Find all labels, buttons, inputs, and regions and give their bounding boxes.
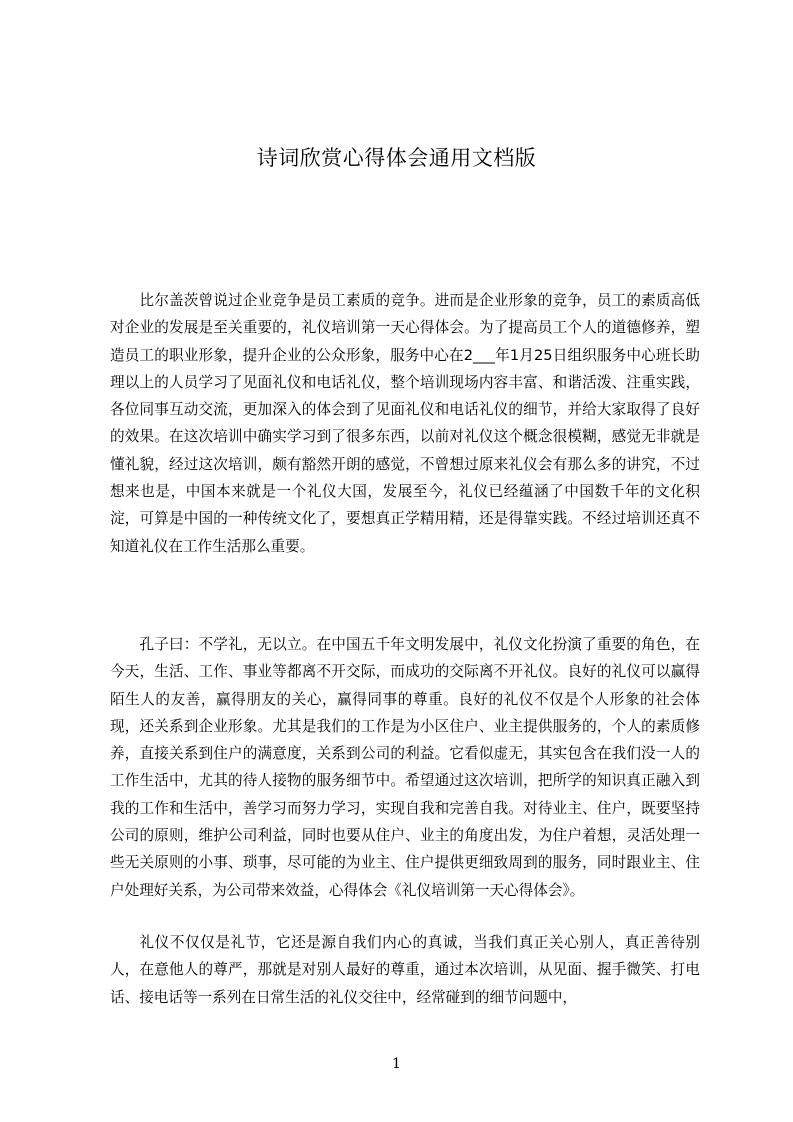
document-title: 诗词欣赏心得体会通用文档版 <box>256 146 537 170</box>
page-number: 1 <box>392 1056 401 1072</box>
paragraph-2: 孔子曰：不学礼，无以立。在中国五千年文明发展中，礼仪文化扮演了重要的角色，在今天，生活、工作、事业等都离不开交际，而成功的交际离不开礼仪。良好的礼仪可以赢得陌生人的友善，赢得朋友的关心，赢得同事的尊重。良好的礼仪不仅是个人形象的社会体现，还关系到企业形象。尤其是我们的工作是为小区住户、业主提供服务的，个人的素质修养，直接关系到住户的满意度，关系到公司的利益。它看似虚无，其实包含在我们没一人的工作生活中，尤其的待人接物的服务细节中。希望通过这次培训，把所学的知识真正融入到我的工作和生活中，善学习而努力学习，实现自我和完善自我。对待业主、住户，既要坚持公司的原则，维护公司利益，同时也要从住户、业主的角度出发，为住户着想，灵活处理一些无关原则的小事、琐事，尽可能的为业主、住户提供更细致周到的服务，同时跟业主、住户处理好关系，为公司带来效益，心得体会《礼仪培训第一天心得体会》。 <box>110 636 700 899</box>
paragraph-1: 比尔盖茨曾说过企业竞争是员工素质的竞争。进而是企业形象的竞争，员工的素质高低对企业的发展是至关重要的，礼仪培训第一天心得体会。为了提高员工个人的道德修养，塑造员工的职业形象，提升企业的公众形象，服务中心在2___年1月25日组织服务中心班长助理以上的人员学习了见面礼仪和电话礼仪，整个培训现场内容丰富、和谐活泼、注重实践，各位同事互动交流，更加深入的体会到了见面礼仪和电话礼仪的细节，并给大家取得了良好的效果。在这次培训中确实学习到了很多东西，以前对礼仪这个概念很模糊，感觉无非就是懂礼貌，经过这次培训，颇有豁然开朗的感觉，不曾想过原来礼仪会有那么多的讲究，不过想来也是，中国本来就是一个礼仪大国，发展至今，礼仪已经蕴涵了中国数千年的文化积淀，可算是中国的一种传统文化了，要想真正学精用精，还是得靠实践。不经过培训还真不知道礼仪在工作生活那么重要。 <box>110 292 700 555</box>
paragraph-3: 礼仪不仅仅是礼节，它还是源自我们内心的真诚，当我们真正关心别人，真正善待别人，在意他人的尊严，那就是对别人最好的尊重，通过本次培训，从见面、握手微笑、打电话、接电话等一系列在日常生活的礼仪交往中，经常碰到的细节问题中， <box>110 934 700 1006</box>
